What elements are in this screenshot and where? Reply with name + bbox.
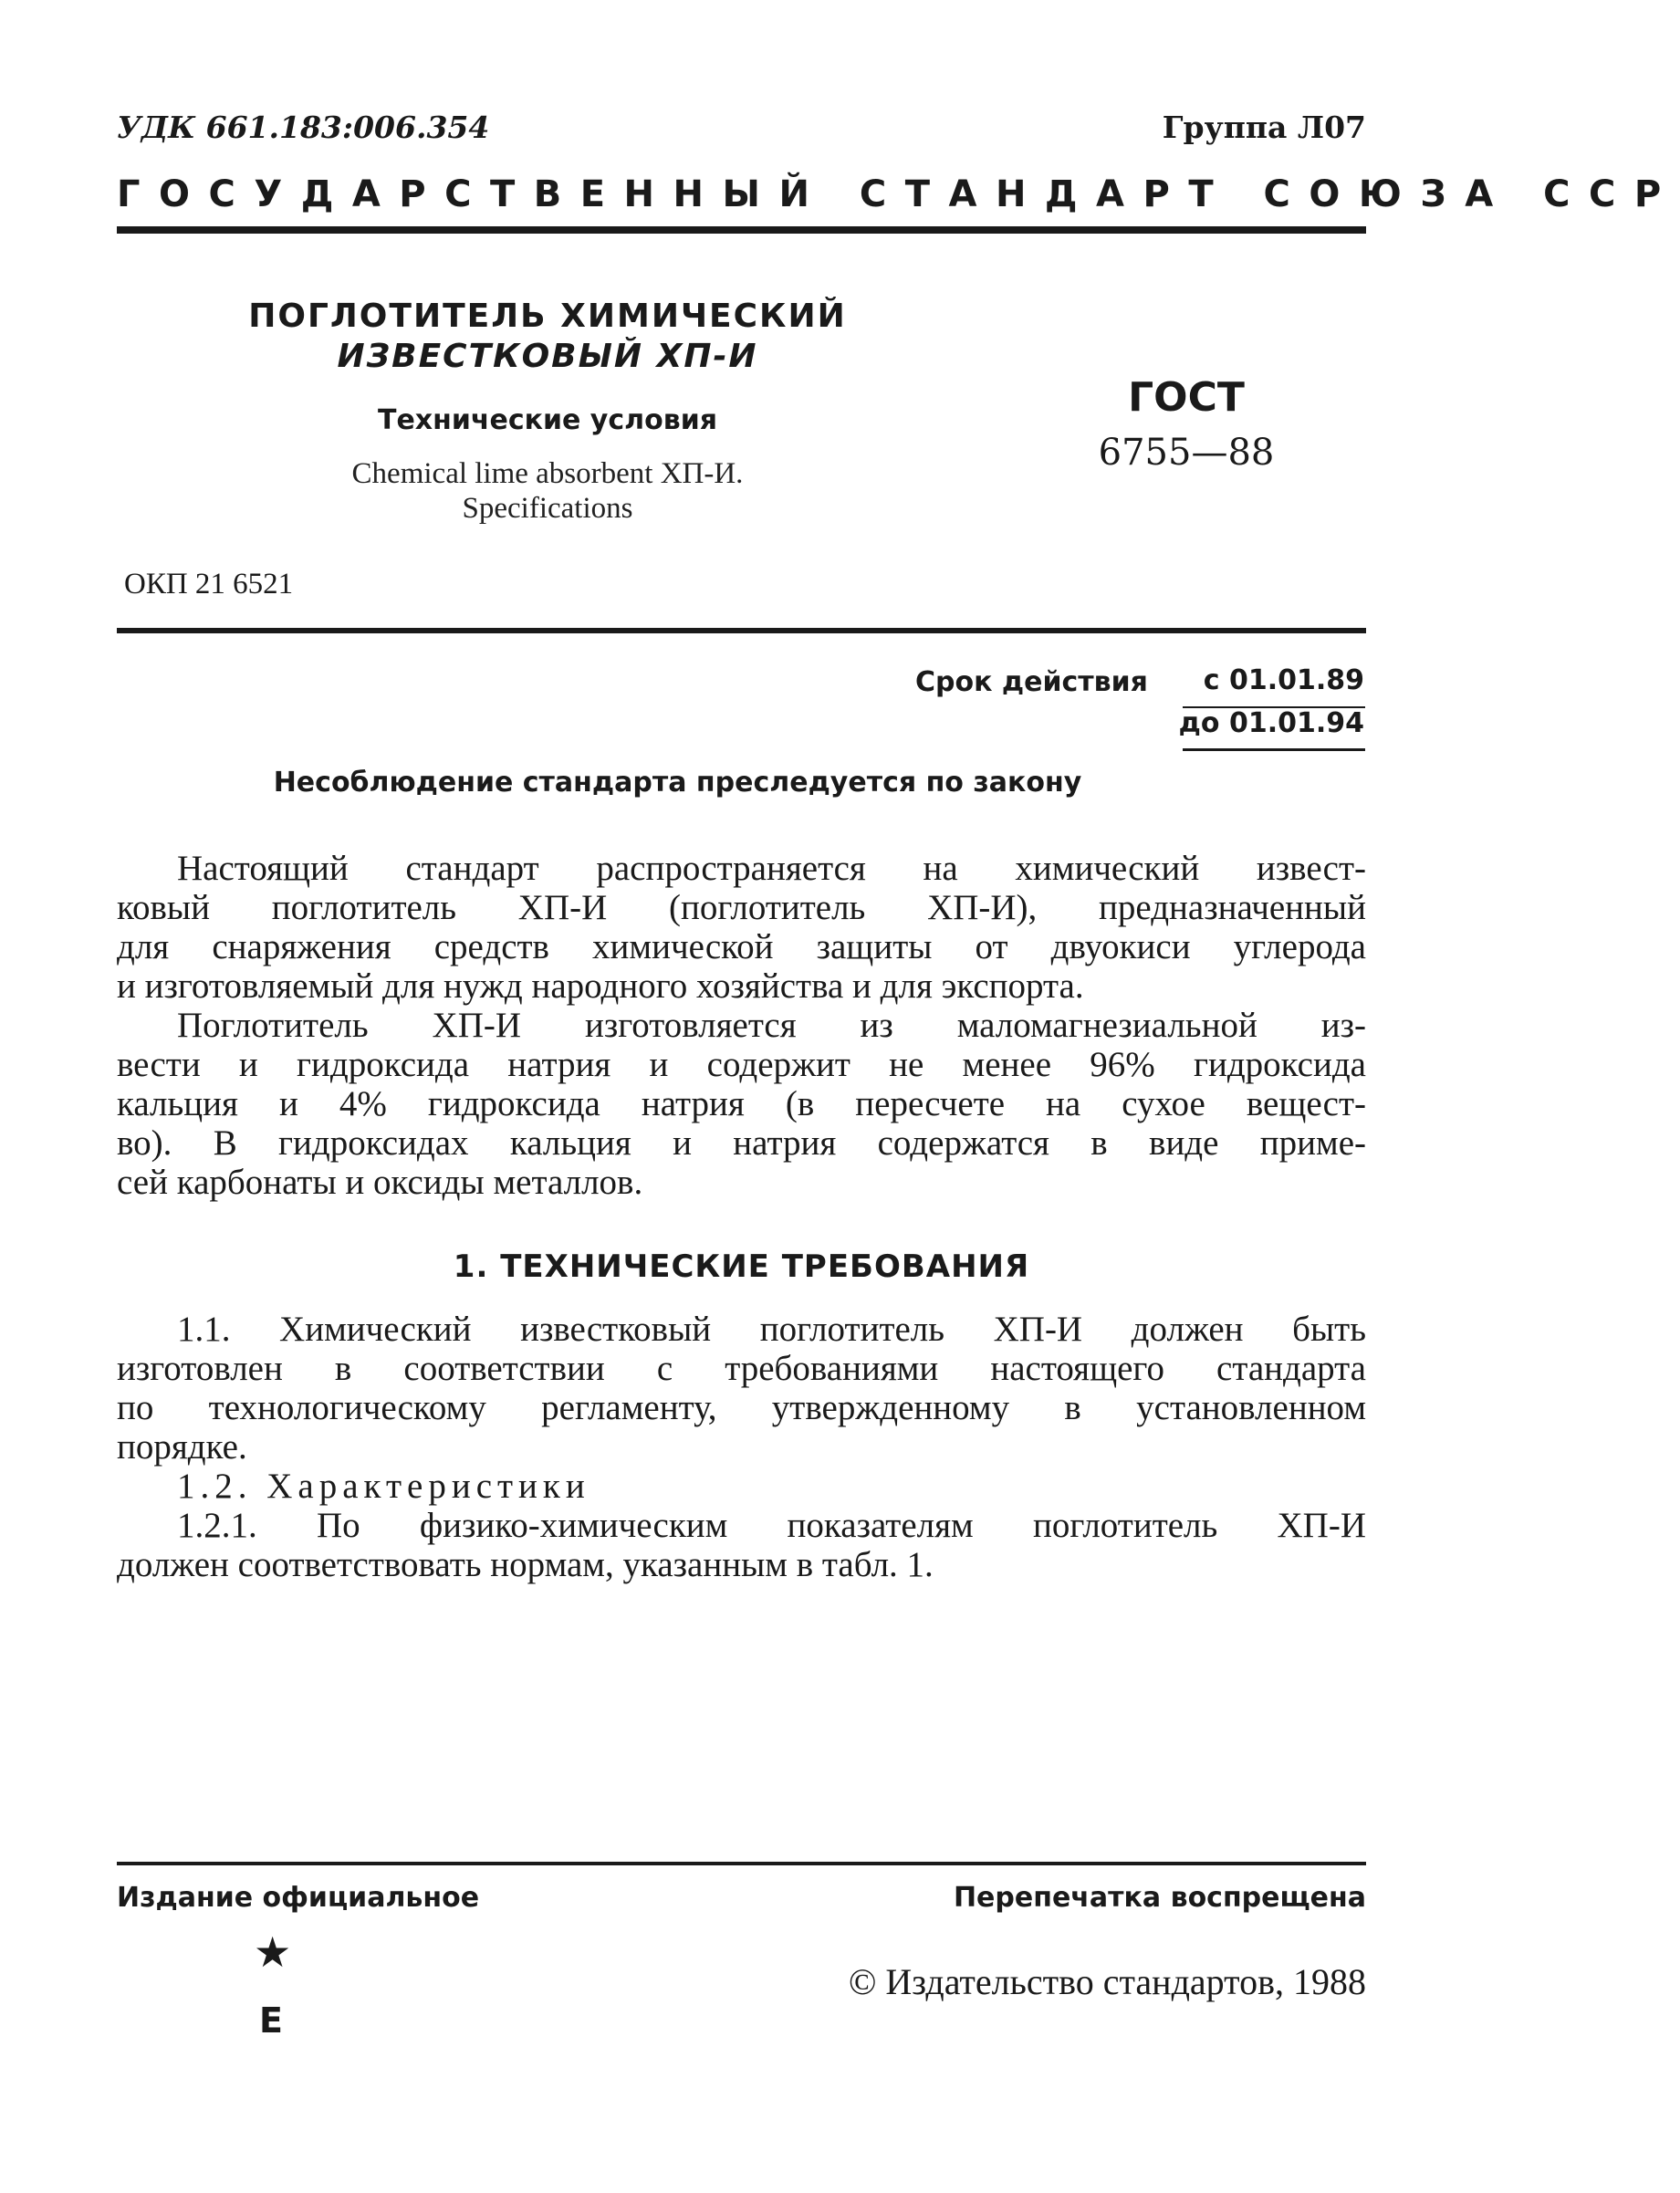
text-line: 1.2. Характеристики	[177, 1467, 590, 1506]
group-code: Группа Л07	[1162, 110, 1366, 145]
edition-label: Издание официальное	[117, 1882, 480, 1914]
subtitle-en-line-2: Specifications	[462, 492, 633, 525]
text-line: порядке.	[117, 1427, 247, 1467]
text-line: Поглотитель ХП-И изготовляется из маломагнезиальной из-	[177, 1006, 1366, 1045]
text-line: во). В гидроксидах кальция и натрия содержатся в виде приме-	[117, 1123, 1366, 1163]
reprint-notice: Перепечатка воспрещена	[953, 1882, 1366, 1914]
header-rule	[117, 226, 1366, 234]
intro-paragraph	[117, 849, 1366, 1202]
text-line: Настоящий стандарт распространяется на химический извест-	[177, 849, 1366, 888]
validity-to-underline	[1183, 748, 1365, 751]
text-line: вести и гидроксида натрия и содержит не менее 96% гидроксида	[117, 1045, 1366, 1084]
edition-letter: Е	[259, 2000, 283, 2041]
title-block	[237, 297, 858, 526]
subtitle-en	[237, 456, 858, 526]
text-line: сей карбонаты и оксиды металлов.	[117, 1163, 643, 1202]
text-line: ковый поглотитель ХП-И (поглотитель ХП-И), предназначенный	[117, 888, 1366, 927]
law-notice: Несоблюдение стандарта преследуется по закону	[273, 767, 1082, 799]
title-rule	[117, 628, 1366, 633]
text-line: 1.2.1. По физико-химическим показателям поглотитель ХП-И	[177, 1506, 1366, 1545]
validity-to: до 01.01.94	[1178, 707, 1364, 739]
section-heading: 1. ТЕХНИЧЕСКИЕ ТРЕБОВАНИЯ	[453, 1248, 1030, 1285]
text-line: для снаряжения средств химической защиты от двуокиси углерода	[117, 927, 1366, 966]
text-line: изготовлен в соответствии с требованиями настоящего стандарта	[117, 1349, 1366, 1388]
gost-block	[1059, 374, 1314, 474]
subtitle-en-line-1: Chemical lime absorbent ХП-И.	[351, 457, 744, 490]
text-line: по технологическому регламенту, утвержденному в установленном	[117, 1388, 1366, 1427]
validity-label: Срок действия	[915, 666, 1148, 698]
okp-code: ОКП 21 6521	[124, 568, 294, 600]
star-icon: ★	[254, 1929, 292, 1976]
section-body	[117, 1310, 1366, 1584]
udk-code: УДК 661.183:006.354	[117, 110, 490, 145]
footer-rule	[117, 1862, 1366, 1865]
text-line: должен соответствовать нормам, указанным в табл. 1.	[117, 1545, 934, 1584]
state-standard-heading: ГОСУДАРСТВЕННЫЙ СТАНДАРТ СОЮЗА ССР	[117, 173, 1680, 215]
gost-number: 6755—88	[1098, 432, 1275, 474]
validity-from: с 01.01.89	[1203, 664, 1364, 696]
subtitle-ru: Технические условия	[378, 404, 717, 436]
gost-label: ГОСТ	[1128, 374, 1245, 421]
title-line-1: ПОГЛОТИТЕЛЬ ХИМИЧЕСКИЙ	[248, 298, 847, 335]
copyright: © Издательство стандартов, 1988	[848, 1961, 1366, 2002]
text-line: 1.1. Химический известковый поглотитель ХП-И должен быть	[177, 1310, 1366, 1349]
text-line: и изготовляемый для нужд народного хозяйства и для экспорта.	[117, 966, 1084, 1006]
title-line-2: ИЗВЕСТКОВЫЙ ХП-И	[337, 338, 758, 375]
text-line: кальция и 4% гидроксида натрия (в пересчете на сухое вещест-	[117, 1084, 1366, 1123]
